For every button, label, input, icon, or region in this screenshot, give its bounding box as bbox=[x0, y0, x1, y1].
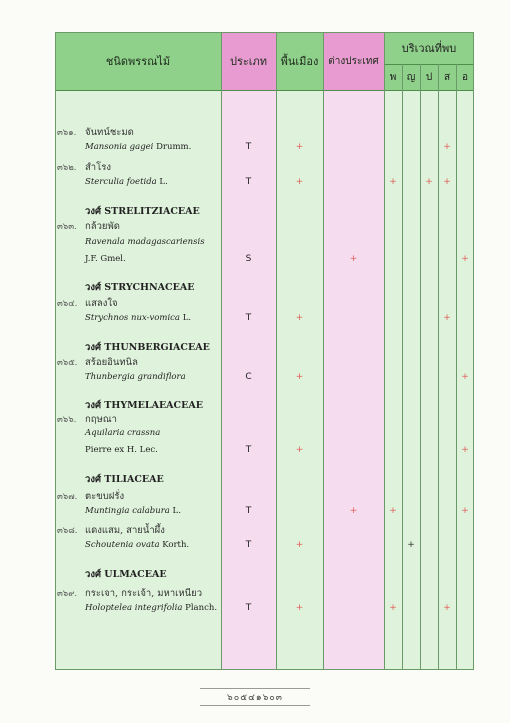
plant-type: S bbox=[245, 254, 252, 264]
region-mark: + bbox=[443, 142, 451, 152]
plant-type: T bbox=[245, 506, 252, 516]
family-heading bbox=[55, 340, 474, 355]
region-mark: + bbox=[407, 540, 415, 550]
foreign-mark: + bbox=[349, 506, 358, 516]
table-row bbox=[55, 506, 474, 521]
thai-name: ตะขบฝรั่ง bbox=[85, 491, 125, 502]
family-heading bbox=[55, 280, 474, 295]
entry-number: ๓๖๙. bbox=[57, 589, 78, 599]
table-row bbox=[55, 445, 474, 460]
thai-name: สร้อยอินทนิล bbox=[85, 357, 138, 368]
region-mark: + bbox=[425, 177, 433, 187]
table-row bbox=[55, 177, 474, 192]
header-region: บริเวณที่พบ bbox=[384, 32, 474, 65]
thai-name: สำโรง bbox=[85, 162, 111, 173]
scientific-name: Schoutenia ovata Korth. bbox=[85, 540, 190, 550]
region-col-1: พ bbox=[389, 71, 397, 83]
entry-number: ๓๖๓. bbox=[57, 222, 77, 232]
region-mark: + bbox=[443, 313, 451, 323]
family-name: วงศ์ THYMELAEACEAE bbox=[85, 400, 203, 411]
plant-type: T bbox=[245, 177, 252, 187]
table-row bbox=[55, 372, 474, 387]
region-mark: + bbox=[461, 372, 469, 382]
table-row bbox=[55, 219, 474, 234]
native-mark: + bbox=[295, 603, 304, 613]
thai-name: แดงแสม, สายน้ำผึ้ง bbox=[85, 525, 165, 536]
native-mark: + bbox=[295, 313, 304, 323]
region-mark: + bbox=[443, 177, 451, 187]
entry-number: ๓๖๖. bbox=[57, 415, 77, 425]
native-mark: + bbox=[295, 372, 304, 382]
scientific-author: Pierre ex H. Lec. bbox=[85, 445, 158, 455]
family-heading bbox=[55, 204, 474, 219]
family-name: วงศ์ STRELITZIACEAE bbox=[85, 206, 200, 217]
foreign-mark: + bbox=[349, 254, 358, 264]
table-row bbox=[55, 428, 474, 443]
scientific-name: Sterculia foetida L. bbox=[85, 177, 168, 187]
thai-name: กระเจา, กระเจ้า, มหาเหนียว bbox=[85, 588, 203, 599]
plant-type: T bbox=[245, 445, 252, 455]
scientific-name: Thunbergia grandiflora bbox=[85, 372, 186, 382]
footer-text: ๖๐๕๔๑๖๐๓ bbox=[200, 688, 310, 706]
plant-type: T bbox=[245, 603, 252, 613]
plant-type: T bbox=[245, 540, 252, 550]
thai-name: แสลงใจ bbox=[85, 298, 118, 309]
header-species: ชนิดพรรณไม้ bbox=[55, 32, 221, 91]
plant-type: T bbox=[245, 313, 252, 323]
family-heading bbox=[55, 472, 474, 487]
table-row bbox=[55, 237, 474, 252]
entry-number: ๓๖๕. bbox=[57, 358, 78, 368]
table-row bbox=[55, 160, 474, 175]
region-col-2: ญ bbox=[406, 71, 416, 83]
region-col-3: ป bbox=[425, 71, 433, 83]
table-row bbox=[55, 254, 474, 269]
header-type: ประเภท bbox=[221, 32, 276, 91]
scientific-name: Aquilaria crassna bbox=[85, 428, 161, 438]
scientific-name: Mansonia gagei Drumm. bbox=[85, 142, 192, 152]
species-table bbox=[55, 32, 474, 670]
scientific-name: Strychnos nux-vomica L. bbox=[85, 313, 192, 323]
table-row bbox=[55, 412, 474, 427]
family-name: วงศ์ ULMACEAE bbox=[85, 569, 167, 580]
region-mark: + bbox=[443, 603, 451, 613]
table-row bbox=[55, 489, 474, 504]
thai-name: จันทน์ชะมด bbox=[85, 127, 134, 138]
header-foreign: ต่างประเทศ bbox=[323, 32, 384, 91]
table-row bbox=[55, 355, 474, 370]
family-heading bbox=[55, 567, 474, 582]
table-row bbox=[55, 523, 474, 538]
family-name: วงศ์ THUNBERGIACEAE bbox=[85, 342, 210, 353]
region-col-4: ส bbox=[443, 71, 451, 83]
plant-type: T bbox=[245, 142, 252, 152]
region-col-5: อ bbox=[461, 71, 468, 83]
native-mark: + bbox=[295, 445, 304, 455]
entry-number: ๓๖๗. bbox=[57, 492, 78, 502]
table-row bbox=[55, 125, 474, 140]
entry-number: ๓๖๒. bbox=[57, 163, 77, 173]
family-name: วงศ์ TILIACEAE bbox=[85, 474, 164, 485]
entry-number: ๓๖๘. bbox=[57, 526, 78, 536]
plant-type: C bbox=[245, 372, 252, 382]
thai-name: กฤษณา bbox=[85, 414, 117, 425]
native-mark: + bbox=[295, 177, 304, 187]
native-mark: + bbox=[295, 540, 304, 550]
scientific-name: Ravenala madagascariensis bbox=[85, 237, 205, 247]
table-row bbox=[55, 296, 474, 311]
region-mark: + bbox=[389, 177, 397, 187]
table-row bbox=[55, 313, 474, 328]
family-heading bbox=[55, 398, 474, 413]
region-mark: + bbox=[461, 506, 469, 516]
scientific-name: Holoptelea integrifolia Planch. bbox=[85, 603, 218, 613]
entry-number: ๓๖๔. bbox=[57, 299, 78, 309]
entry-number: ๓๖๑. bbox=[57, 128, 77, 138]
page-footer bbox=[200, 688, 310, 702]
region-mark: + bbox=[461, 445, 469, 455]
native-mark: + bbox=[295, 142, 304, 152]
scientific-name: Muntingia calabura L. bbox=[85, 506, 181, 516]
scientific-author: J.F. Gmel. bbox=[85, 254, 126, 264]
table-row bbox=[55, 540, 474, 555]
region-mark: + bbox=[389, 603, 397, 613]
region-mark: + bbox=[461, 254, 469, 264]
thai-name: กล้วยพัด bbox=[85, 221, 120, 232]
region-mark: + bbox=[389, 506, 397, 516]
family-name: วงศ์ STRYCHNACEAE bbox=[85, 282, 195, 293]
table-row bbox=[55, 586, 474, 601]
table-row bbox=[55, 603, 474, 618]
table-row bbox=[55, 142, 474, 157]
header-native: พื้นเมือง bbox=[276, 32, 323, 91]
